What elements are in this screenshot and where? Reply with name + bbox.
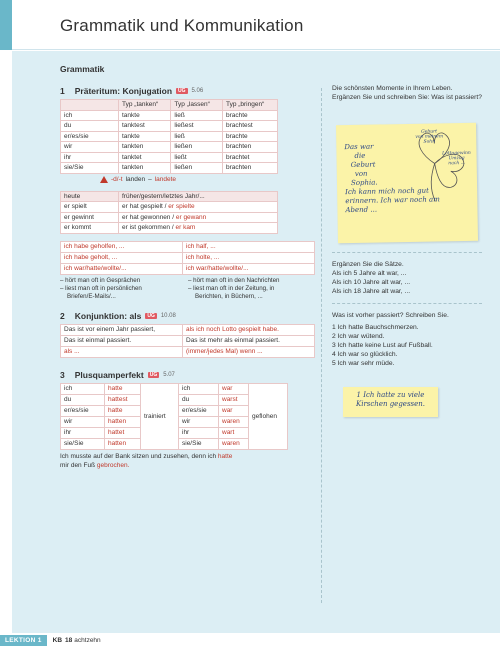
col-header: früher/gestern/letztes Jahr/... [119, 191, 278, 202]
table-row [61, 223, 278, 234]
verb-cell: brachtest [222, 121, 277, 132]
pronoun-cell: ich [61, 383, 105, 394]
ug-ref: 5.07 [163, 371, 175, 378]
verb-cell: brachten [222, 163, 277, 174]
verb-cell: ließt [171, 152, 223, 163]
clover-label: nach ... [448, 160, 466, 167]
list-item: 1 Ich hatte Bauchschmerzen. [332, 324, 419, 331]
aux-cell: hatte [105, 383, 141, 394]
exercise-2 [332, 252, 482, 368]
list-item: 3 Ich hatte keine Lust auf Fußball. [332, 342, 433, 349]
sub-clause-cell: als ich noch Lotto gespielt habe. [183, 324, 315, 335]
usage-line: – hört man oft in Gesprächen [60, 276, 141, 284]
perfect-cell: ich habe geholt, ... [61, 252, 183, 263]
ug-badge: UG [149, 371, 158, 378]
verb-cell: ließ [171, 131, 223, 142]
pronoun-cell: sie/Sie [61, 163, 119, 174]
usage-line: – liest man oft in persönlichen [60, 284, 142, 292]
handwritten-answer: Das war die Geburt von Sophia. Ich kann mich noch gut erinnern. Ich war noch am Abend ... [344, 142, 440, 215]
exercise-prompt: Ergänzen Sie die Sätze. [332, 261, 404, 268]
pronoun-cell: du [61, 121, 119, 132]
section-number: 1 [60, 86, 65, 96]
section-3-heading [60, 370, 315, 380]
table-row [61, 110, 278, 121]
page-header [0, 0, 500, 50]
verb-cell: tanktest [119, 121, 171, 132]
col-header: heute [61, 191, 119, 202]
exercise-line: Als ich 10 Jahre alt war, ... [332, 279, 411, 286]
participle-cell: trainiert [141, 383, 179, 449]
verb-cell: ließen [171, 163, 223, 174]
verb-cell: ließest [171, 121, 223, 132]
col-header [61, 100, 119, 111]
section-title: Plusquamperfekt [74, 369, 144, 380]
aux-cell: hattest [105, 394, 141, 405]
section-title: Präteritum: Konjugation [74, 86, 173, 96]
list-item: 4 Ich war so glücklich. [332, 351, 398, 358]
verb-cell: tanktet [119, 152, 171, 163]
verb-cell: brachte [222, 110, 277, 121]
sticky-note [336, 123, 478, 243]
lesson-label: LEKTION 1 [0, 635, 47, 646]
verb-cell: ließen [171, 142, 223, 153]
exercise-prompt: Was ist vorher passiert? Schreiben Sie. [332, 312, 449, 319]
als-table [60, 324, 315, 358]
section-number: 3 [60, 369, 65, 380]
preterite-cell: ich half, ... [183, 241, 315, 252]
past-cell: er hat gewonnen / er gewann [119, 212, 278, 223]
aux-cell: waren [219, 416, 249, 427]
grammatik-heading: Grammatik [60, 64, 105, 74]
grammar-column [60, 64, 315, 470]
example-sentence: Ich musste auf der Bank sitzen und zusehen, denn ich hatte mir den Fuß gebrochen. [60, 452, 233, 469]
column-divider [321, 88, 322, 603]
table-row [61, 383, 288, 394]
table-row [61, 346, 315, 357]
kb-label: KB [52, 636, 63, 644]
verb-cell: brachten [222, 142, 277, 153]
clover-label: Geburt [421, 129, 438, 135]
aux-cell: warst [219, 394, 249, 405]
usage-line: Berichten, in Büchern, ... [195, 292, 263, 300]
verb-cell: tankte [119, 131, 171, 142]
exercise-column [332, 84, 482, 102]
section-2-heading [60, 311, 315, 321]
aux-cell: war [219, 383, 249, 394]
pronoun-cell: er/es/sie [179, 405, 219, 416]
note-ending: -d/-t [111, 175, 123, 183]
perfect-cell: ich war/hatte/wollte/... [61, 263, 183, 274]
spelling-note [60, 174, 315, 183]
note-preterite: landete [154, 175, 177, 183]
table-row [61, 163, 278, 174]
pronoun-cell: wir [179, 416, 219, 427]
past-cell: er ist gekommen / er kam [119, 223, 278, 234]
verb-cell: brachtet [222, 152, 277, 163]
usage-line: Briefen/E-Mails/... [67, 292, 116, 300]
aux-cell: war [219, 405, 249, 416]
usage-notes [60, 277, 315, 301]
pronoun-cell: ihr [179, 427, 219, 438]
main-clause-cell: Das ist vor einem Jahr passiert, [61, 324, 183, 335]
aux-cell: wart [219, 427, 249, 438]
pronoun-cell: wir [61, 416, 105, 427]
clover-label: Umzug [448, 155, 465, 162]
perfect-preterite-table [60, 241, 315, 275]
participle-cell: geflohen [249, 383, 288, 449]
divider [332, 252, 482, 253]
perfect-cell: ich habe geholfen, ... [61, 241, 183, 252]
repeated-cell: Das ist mehr als einmal passiert. [183, 335, 315, 346]
verb-cell: tankten [119, 163, 171, 174]
exercise-line: Als ich 18 Jahre alt war, ... [332, 288, 411, 295]
table-row [61, 131, 278, 142]
clover-label: Lottogewinn [442, 150, 471, 157]
note-infinitive: landen [125, 175, 146, 183]
exercise-line: Als ich 5 Jahre alt war, ... [332, 270, 407, 277]
preterite-cell: ich holte, ... [183, 252, 315, 263]
clover-label: Sohn [423, 139, 436, 145]
verb-cell: brachte [222, 131, 277, 142]
pronoun-cell: er/es/sie [61, 405, 105, 416]
pronoun-cell: ich [61, 110, 119, 121]
section-1-heading [60, 86, 315, 96]
list-item: 2 Ich war wütend. [332, 333, 385, 340]
table-row [61, 142, 278, 153]
exercise-prompt: Die schönsten Momente in Ihrem Leben. Ergänzen Sie und schreiben Sie: Was ist passiert? [332, 85, 482, 101]
header-accent-bar [0, 0, 12, 50]
pronoun-cell: wir [61, 142, 119, 153]
list-item: 5 Ich war sehr müde. [332, 360, 395, 367]
table-row [61, 263, 315, 274]
section-number: 2 [60, 310, 65, 321]
conjugation-table [60, 99, 278, 174]
table-row [61, 252, 315, 263]
wenn-cell: (immer/jedes Mal) wenn ... [183, 346, 315, 357]
ug-ref: 5.06 [191, 88, 204, 94]
table-row [61, 121, 278, 132]
clover-label: von meinem [415, 134, 444, 140]
page-footer [0, 633, 500, 647]
preterite-cell: ich war/hatte/wollte/... [183, 263, 315, 274]
pronoun-cell: ich [179, 383, 219, 394]
pronoun-cell: du [61, 394, 105, 405]
page-number-word: achtzehn [74, 636, 101, 644]
page-number: 18 [65, 636, 73, 644]
verb-cell: tankte [119, 110, 171, 121]
present-cell: er spielt [61, 202, 119, 213]
pronoun-cell: du [179, 394, 219, 405]
present-cell: er kommt [61, 223, 119, 234]
usage-notes-right [188, 277, 310, 301]
table-row [61, 202, 278, 213]
als-cell: als ... [61, 346, 183, 357]
usage-line: – liest man oft in der Zeitung, in [188, 284, 275, 292]
verb-cell: tankten [119, 142, 171, 153]
pronoun-cell: sie/Sie [61, 438, 105, 449]
pronoun-cell: er/es/sie [61, 131, 119, 142]
col-header: Typ „bringen“ [222, 100, 277, 111]
ug-badge: UG [147, 312, 155, 319]
verb-cell: ließ [171, 110, 223, 121]
sticky-note-answer [343, 387, 438, 417]
col-header: Typ „lassen“ [171, 100, 223, 111]
ug-ref: 10.08 [160, 312, 176, 319]
divider [332, 303, 482, 304]
exercise-list [332, 323, 482, 368]
conjugation-header [61, 100, 278, 111]
table-row [61, 212, 278, 223]
col-header: Typ „tanken“ [119, 100, 171, 111]
warning-icon [100, 176, 108, 183]
arrow-icon: – [148, 175, 152, 183]
usage-notes-left [60, 277, 182, 301]
plusquamperfekt-table [60, 383, 288, 450]
page-title: Grammatik und Kommunikation [60, 16, 304, 35]
past-cell: er hat gespielt / er spielte [119, 202, 278, 213]
section-title: Konjunktion: als [74, 310, 142, 321]
pronoun-cell: sie/Sie [179, 438, 219, 449]
usage-line: – hört man oft in den Nachrichten [188, 276, 280, 284]
pronoun-cell: ihr [61, 152, 119, 163]
aux-cell: hatte [105, 405, 141, 416]
table-row [61, 152, 278, 163]
aux-cell: hattet [105, 427, 141, 438]
aux-cell: hatten [105, 416, 141, 427]
tense-comparison-table [60, 191, 278, 234]
table-row [61, 324, 315, 335]
aux-cell: hatten [105, 438, 141, 449]
comparison-header [61, 191, 278, 202]
once-cell: Das ist einmal passiert. [61, 335, 183, 346]
ug-badge: UG [178, 88, 186, 94]
table-row [61, 241, 315, 252]
present-cell: er gewinnt [61, 212, 119, 223]
handwritten-answer: 1 Ich hatte zu viele Kirschen gegessen. [355, 391, 426, 408]
pronoun-cell: ihr [61, 427, 105, 438]
table-row [61, 335, 315, 346]
aux-cell: waren [219, 438, 249, 449]
